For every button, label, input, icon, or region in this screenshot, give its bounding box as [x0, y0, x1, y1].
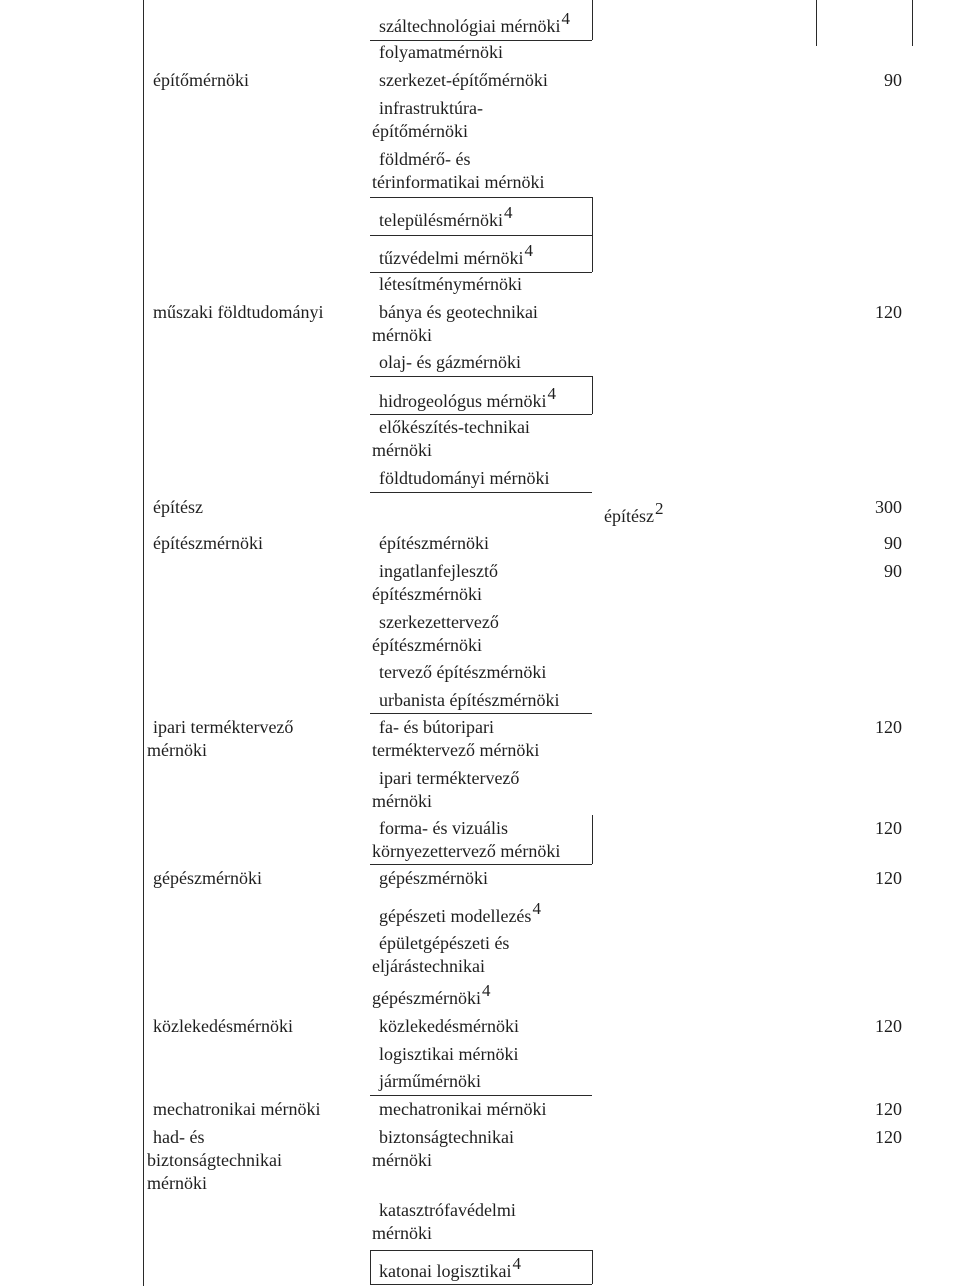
- specialization-line: [372, 981, 491, 1010]
- specialization-line: földmérő- és: [379, 149, 471, 169]
- table-rule: [592, 815, 593, 864]
- specialization-line: mérnöki: [372, 1223, 432, 1243]
- specialization-line: [379, 899, 541, 928]
- specialization-line: építészmérnöki: [379, 533, 489, 553]
- field-label: műszaki földtudományi: [153, 302, 324, 322]
- specialization-line: tervező építészmérnöki: [379, 662, 547, 682]
- specialization-line: eljárástechnikai: [372, 956, 485, 976]
- specialization-line: fa- és bútoripari: [379, 717, 494, 737]
- specialization-line: [379, 1254, 521, 1283]
- specialization-text: katonai logisztikai: [379, 1261, 512, 1281]
- table-rule: [370, 1250, 592, 1251]
- specialization-line: mechatronikai mérnöki: [379, 1099, 547, 1119]
- credit-value: 90: [884, 533, 902, 553]
- table-rule: [370, 235, 592, 236]
- degree-text: építész: [604, 506, 654, 526]
- specialization-line: olaj- és gázmérnöki: [379, 352, 521, 372]
- specialization-line: mérnöki: [372, 791, 432, 811]
- specialization-line: [379, 203, 513, 232]
- table-rule: [592, 376, 593, 414]
- table-rule: [370, 1095, 592, 1096]
- specialization-line: földtudományi mérnöki: [379, 468, 550, 488]
- credit-value: 120: [875, 1099, 902, 1119]
- field-label: mérnöki: [147, 1173, 207, 1193]
- table-rule: [816, 0, 817, 46]
- table-rule: [912, 0, 913, 46]
- specialization-line: mérnöki: [372, 1150, 432, 1170]
- specialization-text: gépészeti modellezés: [379, 906, 532, 926]
- field-label: építészmérnöki: [153, 533, 263, 553]
- specialization-line: előkészítés-technikai: [379, 417, 530, 437]
- credit-value: 90: [884, 561, 902, 581]
- field-label: biztonságtechnikai: [147, 1150, 282, 1170]
- footnote-marker: 4: [547, 384, 556, 403]
- table-rule: [592, 0, 593, 40]
- table-border-left: [143, 0, 144, 1286]
- specialization-line: gépészmérnöki: [379, 868, 488, 888]
- degree-label: [604, 499, 664, 528]
- table-rule: [370, 414, 592, 415]
- specialization-line: közlekedésmérnöki: [379, 1016, 519, 1036]
- specialization-line: építőmérnöki: [372, 121, 468, 141]
- table-rule: [370, 376, 592, 377]
- footnote-marker: 4: [512, 1254, 521, 1273]
- specialization-text: településmérnöki: [379, 210, 503, 230]
- credit-value: 120: [875, 818, 902, 838]
- table-rule: [370, 864, 592, 865]
- specialization-line: szerkezettervező: [379, 612, 499, 632]
- field-label: had- és: [153, 1127, 205, 1147]
- specialization-line: terméktervező mérnöki: [372, 740, 540, 760]
- specialization-line: [379, 9, 570, 38]
- specialization-line: épületgépészeti és: [379, 933, 510, 953]
- field-label: mérnöki: [147, 740, 207, 760]
- field-label: közlekedésmérnöki: [153, 1016, 293, 1036]
- specialization-line: infrastruktúra-: [379, 98, 483, 118]
- specialization-line: katasztrófavédelmi: [379, 1200, 516, 1220]
- specialization-line: létesítménymérnöki: [379, 274, 522, 294]
- credit-value: 120: [875, 868, 902, 888]
- footnote-marker: 4: [561, 9, 570, 28]
- specialization-text: gépészmérnöki: [372, 988, 481, 1008]
- specialization-line: építészmérnöki: [372, 584, 482, 604]
- credit-value: 300: [875, 497, 902, 517]
- credit-value: 90: [884, 70, 902, 90]
- specialization-text: száltechnológiai mérnöki: [379, 16, 561, 36]
- credit-value: 120: [875, 717, 902, 737]
- specialization-line: járműmérnöki: [379, 1071, 481, 1091]
- table-rule: [592, 197, 593, 272]
- footnote-marker: 4: [481, 981, 491, 1000]
- specialization-line: folyamatmérnöki: [379, 42, 503, 62]
- table-rule: [370, 197, 592, 198]
- field-label: építőmérnöki: [153, 70, 249, 90]
- footnote-marker: 2: [654, 499, 664, 518]
- specialization-line: mérnöki: [372, 325, 432, 345]
- field-label: mechatronikai mérnöki: [153, 1099, 321, 1119]
- field-label: ipari terméktervező: [153, 717, 294, 737]
- table-rule: [370, 713, 592, 714]
- footnote-marker: 4: [532, 899, 541, 918]
- specialization-text: tűzvédelmi mérnöki: [379, 248, 524, 268]
- table-rule: [370, 492, 592, 493]
- specialization-text: hidrogeológus mérnöki: [379, 391, 547, 411]
- specialization-line: bánya és geotechnikai: [379, 302, 538, 322]
- specialization-line: logisztikai mérnöki: [379, 1044, 519, 1064]
- specialization-line: urbanista építészmérnöki: [379, 690, 560, 710]
- specialization-line: építészmérnöki: [372, 635, 482, 655]
- credit-value: 120: [875, 1016, 902, 1036]
- specialization-line: [379, 384, 556, 413]
- specialization-line: környezettervező mérnöki: [372, 841, 561, 861]
- specialization-line: biztonságtechnikai: [379, 1127, 514, 1147]
- footnote-marker: 4: [524, 241, 533, 260]
- specialization-line: térinformatikai mérnöki: [372, 172, 545, 192]
- footnote-marker: 4: [503, 203, 513, 222]
- specialization-line: szerkezet-építőmérnöki: [379, 70, 548, 90]
- specialization-line: ipari terméktervező: [379, 768, 520, 788]
- field-label: építész: [153, 497, 203, 517]
- credit-value: 120: [875, 302, 902, 322]
- specialization-line: [379, 241, 533, 270]
- field-label: gépészmérnöki: [153, 868, 262, 888]
- table-rule: [370, 1284, 592, 1285]
- specialization-line: ingatlanfejlesztő: [379, 561, 498, 581]
- credit-value: 120: [875, 1127, 902, 1147]
- table-rule: [370, 1250, 371, 1284]
- specialization-line: mérnöki: [372, 440, 432, 460]
- specialization-line: forma- és vizuális: [379, 818, 508, 838]
- table-rule: [592, 1250, 593, 1284]
